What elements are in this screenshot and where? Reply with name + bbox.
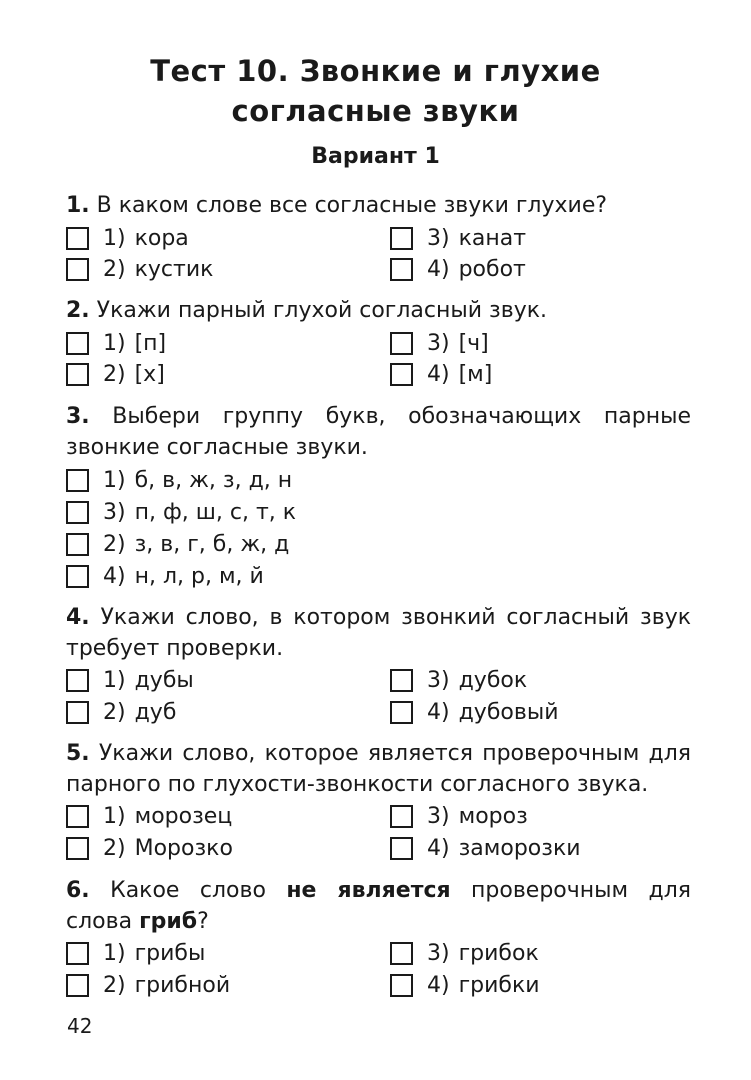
q5-option-4[interactable]: [390, 836, 581, 860]
question-1-text: [66, 193, 691, 218]
q6-option-2-text: грибной: [134, 972, 231, 998]
q1-option-2-text: кустик: [134, 256, 214, 282]
q5-option-3-checkbox[interactable]: [390, 805, 413, 828]
q4-option-1[interactable]: [66, 668, 194, 692]
q5-option-1-checkbox[interactable]: [66, 805, 89, 828]
q2-option-2-checkbox[interactable]: [66, 363, 89, 386]
q5-option-1-text: морозец: [134, 803, 233, 829]
question-6-text-line2: [66, 909, 691, 934]
q6-option-4[interactable]: [390, 973, 540, 997]
question-2-text: [66, 298, 691, 323]
q4-option-2-checkbox[interactable]: [66, 701, 89, 724]
q1-option-3[interactable]: [390, 226, 526, 250]
question-4-label-line1: Укажи слово, в котором звонкий согласный звук: [100, 605, 692, 630]
q2-option-3[interactable]: [390, 331, 489, 355]
q5-option-4-number: 4): [427, 835, 450, 861]
q3-option-4-text: н, л, р, м, й: [134, 563, 264, 589]
q3-option-2[interactable]: [66, 532, 289, 556]
q1-option-3-text: канат: [458, 225, 527, 251]
q3-option-4-checkbox[interactable]: [66, 565, 89, 588]
q4-option-4-text: дубовый: [458, 699, 559, 725]
q2-option-3-number: 3): [427, 330, 450, 356]
q3-option-3-text: п, ф, ш, с, т, к: [134, 499, 297, 525]
q3-option-1-checkbox[interactable]: [66, 469, 89, 492]
q6-option-1[interactable]: [66, 941, 205, 965]
q2-option-1-number: 1): [103, 330, 126, 356]
q4-option-4-number: 4): [427, 699, 450, 725]
q3-option-3[interactable]: [66, 500, 296, 524]
question-6-label-a: Какое слово: [110, 878, 266, 903]
question-5-number: 5.: [66, 741, 90, 766]
question-3-text-line1: [66, 404, 691, 429]
q4-option-3[interactable]: [390, 668, 527, 692]
question-5-text-line1: [66, 741, 691, 766]
question-4-label-line2: требует проверки.: [66, 636, 284, 661]
q3-option-2-text: з, в, г, б, ж, д: [134, 531, 290, 557]
q1-option-4-number: 4): [427, 256, 450, 282]
q6-option-1-checkbox[interactable]: [66, 942, 89, 965]
question-6-text-line1: [66, 878, 691, 903]
q4-option-2-number: 2): [103, 699, 126, 725]
question-6-number: 6.: [66, 878, 90, 903]
test-title-line1: Тест 10. Звонкие и глухие: [150, 54, 601, 88]
q4-option-4[interactable]: [390, 700, 559, 724]
q4-option-1-text: дубы: [134, 667, 194, 693]
q2-option-3-text: [ч]: [458, 330, 489, 356]
question-6-label-b: проверочным для: [471, 878, 692, 903]
q6-option-3-number: 3): [427, 940, 450, 966]
q1-option-4-checkbox[interactable]: [390, 258, 413, 281]
page-number: 42: [67, 1014, 93, 1038]
question-6-label-c: слова: [66, 909, 133, 934]
q5-option-4-checkbox[interactable]: [390, 837, 413, 860]
question-3-number: 3.: [66, 404, 90, 429]
q1-option-1-number: 1): [103, 225, 126, 251]
q6-option-4-text: грибки: [458, 972, 540, 998]
q4-option-1-checkbox[interactable]: [66, 669, 89, 692]
q6-option-4-number: 4): [427, 972, 450, 998]
q5-option-3-number: 3): [427, 803, 450, 829]
q1-option-2-number: 2): [103, 256, 126, 282]
q6-option-1-text: грибы: [134, 940, 206, 966]
question-1-label: В каком слове все согласные звуки глухие?: [96, 193, 608, 218]
q1-option-1-checkbox[interactable]: [66, 227, 89, 250]
q5-option-1[interactable]: [66, 804, 232, 828]
q6-option-2[interactable]: [66, 973, 230, 997]
q3-option-3-number: 3): [103, 499, 126, 525]
q1-option-4[interactable]: [390, 257, 526, 281]
q2-option-1-text: [п]: [134, 330, 167, 356]
q3-option-2-checkbox[interactable]: [66, 533, 89, 556]
q2-option-3-checkbox[interactable]: [390, 332, 413, 355]
q5-option-3-text: мороз: [458, 803, 528, 829]
q5-option-4-text: заморозки: [458, 835, 581, 861]
q5-option-3[interactable]: [390, 804, 528, 828]
question-6-key-word: гриб: [139, 909, 198, 934]
q2-option-4-text: [м]: [458, 361, 493, 387]
q6-option-2-checkbox[interactable]: [66, 974, 89, 997]
variant-heading: Вариант 1: [311, 144, 440, 169]
q5-option-2-checkbox[interactable]: [66, 837, 89, 860]
question-5-label-line2: парного по глухости-звонкости согласного звука.: [66, 772, 649, 797]
question-2-label: Укажи парный глухой согласный звук.: [96, 298, 548, 323]
q6-option-3[interactable]: [390, 941, 539, 965]
q1-option-3-checkbox[interactable]: [390, 227, 413, 250]
q5-option-2-text: Морозко: [134, 835, 233, 861]
q2-option-4-number: 4): [427, 361, 450, 387]
q2-option-4[interactable]: [390, 362, 492, 386]
q3-option-1-number: 1): [103, 467, 126, 493]
q4-option-1-number: 1): [103, 667, 126, 693]
test-title-line2: согласные звуки: [231, 94, 520, 128]
q2-option-4-checkbox[interactable]: [390, 363, 413, 386]
q3-option-2-number: 2): [103, 531, 126, 557]
question-6-emphasis: не является: [286, 878, 451, 903]
q3-option-4[interactable]: [66, 564, 264, 588]
q4-option-3-number: 3): [427, 667, 450, 693]
q5-option-1-number: 1): [103, 803, 126, 829]
q5-option-2-number: 2): [103, 835, 126, 861]
q3-option-3-checkbox[interactable]: [66, 501, 89, 524]
q1-option-1[interactable]: [66, 226, 189, 250]
q3-option-4-number: 4): [103, 563, 126, 589]
q2-option-2[interactable]: [66, 362, 165, 386]
q1-option-2[interactable]: [66, 257, 213, 281]
question-3-label-line1: Выбери группу букв, обозначающих парные: [112, 404, 691, 429]
q6-option-3-text: грибок: [458, 940, 539, 966]
question-3-label-line2: звонкие согласные звуки.: [66, 435, 368, 460]
question-5-label-line1: Укажи слово, которое является проверочным для: [98, 741, 692, 766]
q1-option-2-checkbox[interactable]: [66, 258, 89, 281]
question-2-number: 2.: [66, 298, 90, 323]
question-6-label-d: ?: [197, 909, 209, 934]
q4-option-2-text: дуб: [134, 699, 177, 725]
q6-option-2-number: 2): [103, 972, 126, 998]
question-4-text-line1: [66, 605, 691, 630]
q6-option-3-checkbox[interactable]: [390, 942, 413, 965]
q4-option-4-checkbox[interactable]: [390, 701, 413, 724]
q2-option-1-checkbox[interactable]: [66, 332, 89, 355]
q3-option-1[interactable]: [66, 468, 292, 492]
q6-option-4-checkbox[interactable]: [390, 974, 413, 997]
question-1-number: 1.: [66, 193, 90, 218]
q4-option-2[interactable]: [66, 700, 176, 724]
q4-option-3-text: дубок: [458, 667, 528, 693]
q2-option-2-text: [х]: [134, 361, 165, 387]
q4-option-3-checkbox[interactable]: [390, 669, 413, 692]
q3-option-1-text: б, в, ж, з, д, н: [134, 467, 293, 493]
q1-option-4-text: робот: [458, 256, 526, 282]
q1-option-1-text: кора: [134, 225, 189, 251]
question-4-number: 4.: [66, 605, 90, 630]
q2-option-1[interactable]: [66, 331, 166, 355]
q2-option-2-number: 2): [103, 361, 126, 387]
q1-option-3-number: 3): [427, 225, 450, 251]
q5-option-2[interactable]: [66, 836, 233, 860]
q6-option-1-number: 1): [103, 940, 126, 966]
